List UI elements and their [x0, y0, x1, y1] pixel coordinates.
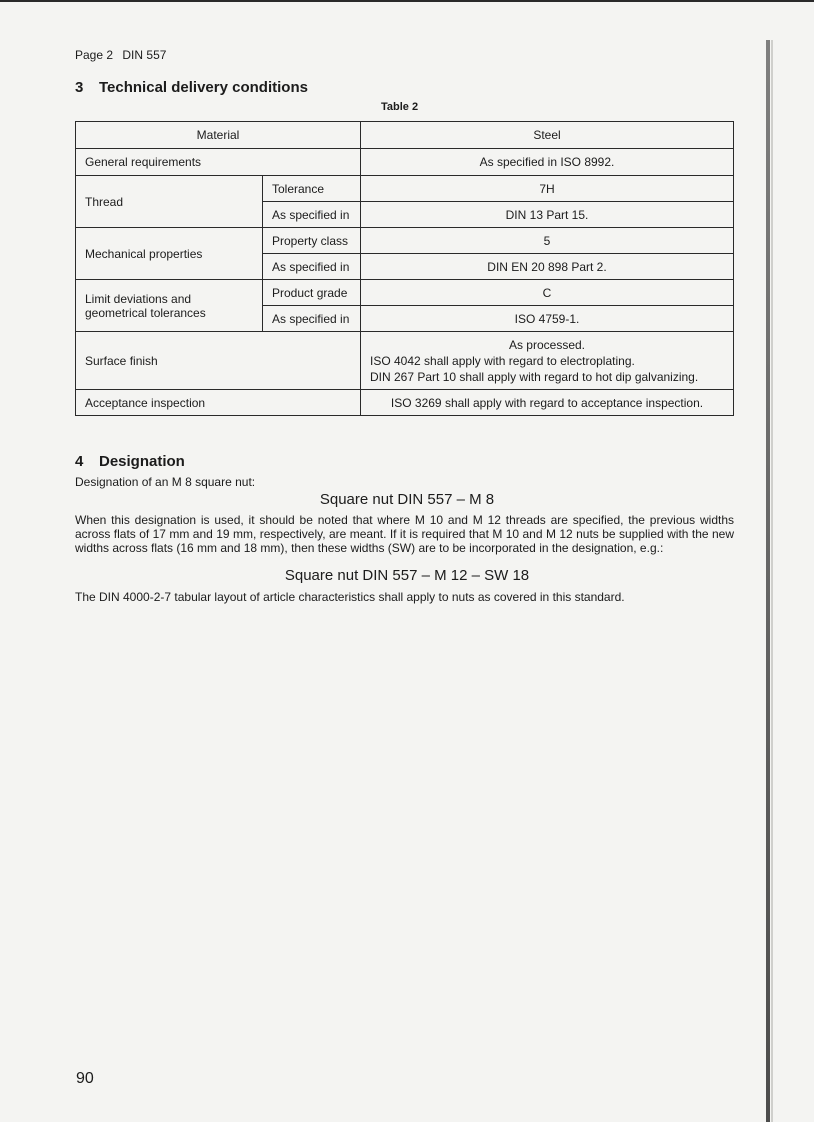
- row-sublabel: Property class: [263, 228, 361, 254]
- row-sublabel: Product grade: [263, 280, 361, 306]
- row-sublabel: Tolerance: [263, 176, 361, 202]
- row-label: Thread: [76, 176, 263, 228]
- row-value: C: [361, 280, 734, 306]
- row-value: ISO 3269 shall apply with regard to acceptance inspection.: [361, 390, 734, 416]
- table-row: [76, 228, 734, 254]
- table-row: [76, 149, 734, 176]
- row-label: Mechanical properties: [76, 228, 263, 280]
- designation-paragraph: When this designation is used, it should be noted that where M 10 and M 12 threads are specified, the previous widths across flats of 17 mm and 19 mm, respectively, are meant. If it is required that M 10 and M 12 nuts be supplied with the new widths across flats (16 mm and 18 mm), then these widths (SW) are to be incorporated in the designation, e.g.:: [75, 513, 734, 555]
- table-row: [76, 390, 734, 416]
- row-label-line: Limit deviations and: [85, 291, 192, 306]
- surface-line: As processed.: [508, 337, 586, 352]
- technical-delivery-table: [75, 121, 734, 416]
- designation-intro: Designation of an M 8 square nut:: [75, 475, 256, 489]
- scan-top-border: [0, 0, 814, 2]
- row-sublabel: As specified in: [263, 202, 361, 228]
- row-value: DIN EN 20 898 Part 2.: [361, 254, 734, 280]
- row-sublabel: As specified in: [263, 254, 361, 280]
- section-4-heading: [75, 453, 185, 470]
- table-row: [76, 280, 734, 306]
- section-title: Designation: [99, 453, 185, 470]
- row-sublabel: As specified in: [263, 306, 361, 332]
- header-material: Material: [76, 122, 361, 149]
- row-label: [76, 280, 263, 332]
- section-number: 3: [75, 79, 84, 96]
- row-label-line: geometrical tolerances: [85, 305, 206, 320]
- page-number: 90: [76, 1070, 94, 1087]
- running-header: [75, 48, 166, 62]
- row-value: [361, 332, 734, 390]
- section-3-heading: [75, 79, 308, 96]
- table-caption: Table 2: [381, 101, 419, 113]
- surface-line: ISO 4042 shall apply with regard to electroplating.: [370, 353, 635, 368]
- row-value: As specified in ISO 8992.: [361, 149, 734, 176]
- designation-example: Square nut DIN 557 – M 12 – SW 18: [284, 567, 530, 584]
- row-value: DIN 13 Part 15.: [361, 202, 734, 228]
- table-row: [76, 176, 734, 202]
- section-title: Technical delivery conditions: [99, 79, 308, 96]
- header-standard: DIN 557: [122, 48, 167, 62]
- row-value: 5: [361, 228, 734, 254]
- header-steel: Steel: [361, 122, 734, 149]
- row-label: General requirements: [76, 149, 361, 176]
- table-header-row: [76, 122, 734, 149]
- surface-line: DIN 267 Part 10 shall apply with regard to hot dip galvanizing.: [370, 369, 699, 384]
- row-label: Surface finish: [76, 332, 361, 390]
- row-value: 7H: [361, 176, 734, 202]
- closing-paragraph: The DIN 4000-2-7 tabular layout of article characteristics shall apply to nuts as covered in this standard.: [75, 590, 625, 604]
- row-value: ISO 4759-1.: [361, 306, 734, 332]
- section-number: 4: [75, 453, 84, 470]
- row-label: Acceptance inspection: [76, 390, 361, 416]
- table-row: [76, 332, 734, 390]
- header-page: Page 2: [75, 48, 114, 62]
- designation-example: Square nut DIN 557 – M 8: [319, 491, 495, 508]
